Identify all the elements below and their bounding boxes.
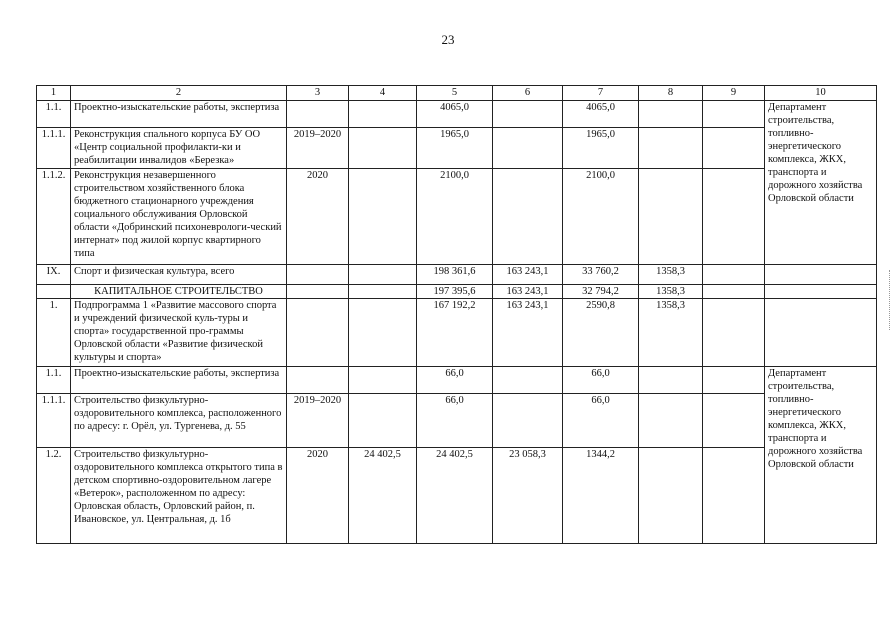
row-value-5: 198 361,6 bbox=[417, 265, 493, 285]
row-value-7: 33 760,2 bbox=[563, 265, 639, 285]
row-period: 2020 bbox=[287, 448, 349, 544]
row-period: 2020 bbox=[287, 169, 349, 265]
row-value-4 bbox=[349, 128, 417, 169]
row-value-7: 32 794,2 bbox=[563, 285, 639, 299]
col-header: 4 bbox=[349, 86, 417, 101]
row-value-6 bbox=[493, 101, 563, 128]
row-number: 1.1.2. bbox=[37, 169, 71, 265]
row-value-7: 66,0 bbox=[563, 394, 639, 448]
row-value-4: 24 402,5 bbox=[349, 448, 417, 544]
row-value-6: 163 243,1 bbox=[493, 285, 563, 299]
row-value-9 bbox=[703, 394, 765, 448]
row-value-8 bbox=[639, 128, 703, 169]
row-value-9 bbox=[703, 101, 765, 128]
row-value-9 bbox=[703, 299, 765, 367]
row-value-5: 66,0 bbox=[417, 394, 493, 448]
header-row bbox=[37, 86, 877, 101]
row-value-9 bbox=[703, 169, 765, 265]
row-name: Строительство физкультурно-оздоровительного комплекса открытого типа в детском спортивно-оздоровительном лагере «Ветерок», расположенном по адресу: Орловская область, Орловский район, п. Ивановское, ул. Центральная, д. 1б bbox=[71, 448, 287, 544]
row-value-6 bbox=[493, 367, 563, 394]
row-value-8 bbox=[639, 101, 703, 128]
row-value-5: 1965,0 bbox=[417, 128, 493, 169]
row-value-9 bbox=[703, 128, 765, 169]
row-value-6: 23 058,3 bbox=[493, 448, 563, 544]
row-value-7: 2590,8 bbox=[563, 299, 639, 367]
row-period bbox=[287, 367, 349, 394]
row-value-8 bbox=[639, 394, 703, 448]
row-value-6 bbox=[493, 128, 563, 169]
responsible-department: Департамент строительства, топливно-энергетического комплекса, ЖКХ, транспорта и дорожного хозяйства Орловской области bbox=[765, 367, 877, 544]
row-value-5: 197 395,6 bbox=[417, 285, 493, 299]
scan-artifact bbox=[885, 270, 890, 330]
row-value-7: 2100,0 bbox=[563, 169, 639, 265]
row-period bbox=[287, 265, 349, 285]
row-value-9 bbox=[703, 367, 765, 394]
row-value-4 bbox=[349, 367, 417, 394]
row-value-6: 163 243,1 bbox=[493, 265, 563, 285]
row-name: Проектно-изыскательские работы, экспертиза bbox=[71, 367, 287, 394]
row-value-8 bbox=[639, 367, 703, 394]
row-period bbox=[287, 299, 349, 367]
row-period: 2019–2020 bbox=[287, 128, 349, 169]
col-header: 1 bbox=[37, 86, 71, 101]
row-value-4 bbox=[349, 394, 417, 448]
row-number: 1.1. bbox=[37, 367, 71, 394]
row-name: Проектно-изыскательские работы, экспертиза bbox=[71, 101, 287, 128]
row-period bbox=[287, 285, 349, 299]
row-value-4 bbox=[349, 299, 417, 367]
row-name: Спорт и физическая культура, всего bbox=[71, 265, 287, 285]
row-number: 1.1.1. bbox=[37, 128, 71, 169]
row-name: Реконструкция спального корпуса БУ ОО «Центр социальной профилакти-ки и реабилитации инвалидов «Березка» bbox=[71, 128, 287, 169]
row-value-4 bbox=[349, 285, 417, 299]
table-row bbox=[37, 448, 877, 544]
row-value-4 bbox=[349, 265, 417, 285]
program-table bbox=[36, 85, 877, 544]
col-header: 2 bbox=[71, 86, 287, 101]
row-value-8: 1358,3 bbox=[639, 299, 703, 367]
row-name: Реконструкция незавершенного строительством хозяйственного блока бюджетного стационарного учреждения социального обслуживания Орловской области «Добринский психоневрологи-ческий интернат» под жилой корпус квартирного типа bbox=[71, 169, 287, 265]
row-value-5: 24 402,5 bbox=[417, 448, 493, 544]
responsible-department: Департамент строительства, топливно-энергетического комплекса, ЖКХ, транспорта и дорожного хозяйства Орловской области bbox=[765, 101, 877, 265]
row-value-7: 4065,0 bbox=[563, 101, 639, 128]
row-value-8 bbox=[639, 448, 703, 544]
row-name: Строительство физкультурно-оздоровительного комплекса, расположенного по адресу: г. Орёл, ул. Тургенева, д. 55 bbox=[71, 394, 287, 448]
row-number: IX. bbox=[37, 265, 71, 285]
row-value-7: 66,0 bbox=[563, 367, 639, 394]
row-value-7: 1965,0 bbox=[563, 128, 639, 169]
table-row bbox=[37, 128, 877, 169]
table-row bbox=[37, 394, 877, 448]
table-row bbox=[37, 101, 877, 128]
row-period bbox=[287, 101, 349, 128]
row-value-10 bbox=[765, 299, 877, 367]
row-value-9 bbox=[703, 265, 765, 285]
col-header: 7 bbox=[563, 86, 639, 101]
row-name: Подпрограмма 1 «Развитие массового спорта и учреждений физической куль-туры и спорта» государственной про-граммы Орловской области «Развитие физической культуры и спорта» bbox=[71, 299, 287, 367]
row-value-8: 1358,3 bbox=[639, 265, 703, 285]
table-row bbox=[37, 285, 877, 299]
row-value-7: 1344,2 bbox=[563, 448, 639, 544]
table-row bbox=[37, 169, 877, 265]
row-number bbox=[37, 285, 71, 299]
row-value-5: 66,0 bbox=[417, 367, 493, 394]
row-value-5: 4065,0 bbox=[417, 101, 493, 128]
col-header: 6 bbox=[493, 86, 563, 101]
row-value-10 bbox=[765, 285, 877, 299]
row-number: 1.1. bbox=[37, 101, 71, 128]
table-row bbox=[37, 299, 877, 367]
row-value-9 bbox=[703, 285, 765, 299]
row-value-10 bbox=[765, 265, 877, 285]
table-row bbox=[37, 367, 877, 394]
row-value-6 bbox=[493, 169, 563, 265]
row-value-6 bbox=[493, 394, 563, 448]
table-row bbox=[37, 265, 877, 285]
row-value-9 bbox=[703, 448, 765, 544]
row-number: 1.2. bbox=[37, 448, 71, 544]
row-value-5: 2100,0 bbox=[417, 169, 493, 265]
row-number: 1.1.1. bbox=[37, 394, 71, 448]
row-value-4 bbox=[349, 169, 417, 265]
row-value-8: 1358,3 bbox=[639, 285, 703, 299]
col-header: 10 bbox=[765, 86, 877, 101]
row-number: 1. bbox=[37, 299, 71, 367]
col-header: 9 bbox=[703, 86, 765, 101]
col-header: 8 bbox=[639, 86, 703, 101]
page-number: 23 bbox=[441, 32, 455, 47]
row-value-4 bbox=[349, 101, 417, 128]
row-value-5: 167 192,2 bbox=[417, 299, 493, 367]
row-value-6: 163 243,1 bbox=[493, 299, 563, 367]
row-period: 2019–2020 bbox=[287, 394, 349, 448]
row-value-8 bbox=[639, 169, 703, 265]
col-header: 3 bbox=[287, 86, 349, 101]
row-name: КАПИТАЛЬНОЕ СТРОИТЕЛЬСТВО bbox=[71, 285, 287, 299]
col-header: 5 bbox=[417, 86, 493, 101]
